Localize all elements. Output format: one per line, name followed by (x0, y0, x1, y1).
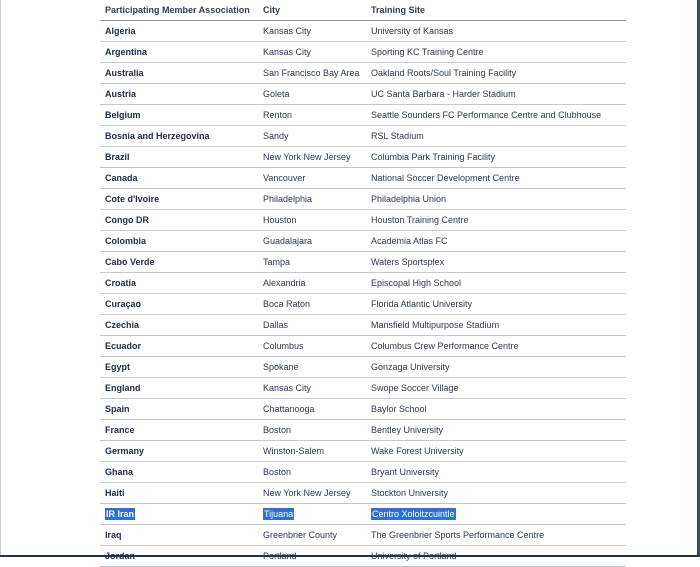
cell-city (258, 315, 366, 336)
cell-city (258, 168, 366, 189)
table-row (100, 147, 626, 168)
cell-association (100, 210, 258, 231)
cell-city-text: Tampa (263, 257, 291, 267)
table-row (100, 63, 626, 84)
cell-association-text: Colombia (105, 236, 147, 246)
cell-city (258, 441, 366, 462)
cell-training-site-text: Centro Xoloitzcuintle (372, 509, 455, 519)
cell-training-site-text: Columbia Park Training Facility (371, 152, 496, 162)
cell-association-text: Ecuador (105, 341, 142, 351)
cell-association-text: Spain (105, 404, 130, 414)
table-row (100, 357, 626, 378)
table-row (100, 189, 626, 210)
cell-training-site-text: Stockton University (371, 488, 449, 498)
cell-training-site (366, 441, 626, 462)
table-row (100, 231, 626, 252)
cell-city-text: Kansas City (263, 26, 312, 36)
cell-city-text: Spokane (263, 362, 299, 372)
cell-training-site (366, 126, 626, 147)
cell-city (258, 147, 366, 168)
cell-training-site (366, 21, 626, 42)
training-sites-table (100, 0, 626, 567)
cell-association-text: Iraq (105, 530, 122, 540)
table-row (100, 315, 626, 336)
cell-training-site (366, 399, 626, 420)
cell-city-text: Tijuana (264, 509, 294, 519)
cell-association-text: Brazil (105, 152, 130, 162)
cell-training-site-text: Florida Atlantic University (371, 299, 473, 309)
table-row (100, 378, 626, 399)
table-row (100, 483, 626, 504)
cell-city (258, 42, 366, 63)
cell-city-text: Sandy (263, 131, 289, 141)
cell-association-text: Czechia (105, 320, 140, 330)
cell-training-site (366, 168, 626, 189)
cell-city (258, 210, 366, 231)
table-row (100, 42, 626, 63)
cell-training-site-text: UC Santa Barbara - Harder Stadium (371, 89, 516, 99)
cell-city (258, 21, 366, 42)
cell-association-text: Ghana (105, 467, 134, 477)
cell-city-text: Goleta (263, 89, 290, 99)
cell-city (258, 189, 366, 210)
cell-training-site (366, 483, 626, 504)
cell-training-site (366, 105, 626, 126)
cell-association (100, 483, 258, 504)
cell-training-site (366, 42, 626, 63)
cell-association (100, 231, 258, 252)
cell-city-text: Alexandria (263, 278, 306, 288)
cell-city-text: Kansas City (263, 383, 312, 393)
left-frame-edge (0, 0, 1, 557)
cell-city (258, 504, 366, 525)
cell-training-site-text: Swope Soccer Village (371, 383, 459, 393)
cell-training-site-text: Bentley University (371, 425, 444, 435)
cell-association (100, 378, 258, 399)
cell-city-text: Houston (263, 215, 297, 225)
cell-association-text: France (105, 425, 135, 435)
cell-training-site (366, 189, 626, 210)
cell-training-site (366, 63, 626, 84)
cell-city (258, 231, 366, 252)
cell-training-site (366, 294, 626, 315)
cell-city (258, 336, 366, 357)
table-row (100, 84, 626, 105)
header-training-site: Training Site (366, 0, 626, 21)
cell-city (258, 378, 366, 399)
cell-association-text: Austria (105, 89, 137, 99)
cell-training-site-text: RSL Stadium (371, 131, 424, 141)
cell-training-site (366, 210, 626, 231)
table-row (100, 420, 626, 441)
cell-training-site (366, 273, 626, 294)
cell-association (100, 252, 258, 273)
cell-association-text: Congo DR (105, 215, 149, 225)
cell-training-site (366, 252, 626, 273)
cell-association-text: Bosnia and Herzegovina (105, 131, 210, 141)
cell-training-site-text: Bryant University (371, 467, 440, 477)
cell-association (100, 84, 258, 105)
cell-city-text: Boca Raton (263, 299, 311, 309)
cell-training-site (366, 378, 626, 399)
cell-association-text: Algeria (105, 26, 136, 36)
cell-association-text: Cote d'Ivoire (105, 194, 160, 204)
cell-association (100, 42, 258, 63)
cell-city-text: Vancouver (263, 173, 306, 183)
header-association: Participating Member Association (100, 0, 258, 21)
cell-training-site (366, 231, 626, 252)
cell-training-site (366, 504, 626, 525)
cell-city-text: Greenbrier County (263, 530, 338, 540)
cell-association (100, 105, 258, 126)
cell-training-site-text: Sporting KC Training Centre (371, 47, 484, 57)
cell-training-site-text: Philadelphia Union (371, 194, 447, 204)
cell-association (100, 441, 258, 462)
cell-city (258, 525, 366, 546)
cell-city-text: San Francisco Bay Area (263, 68, 360, 78)
cell-city-text: Dallas (263, 320, 289, 330)
cell-city-text: Columbus (263, 341, 304, 351)
cell-association-text: Cabo Verde (105, 257, 155, 267)
cell-city-text: Guadalajara (263, 236, 313, 246)
cell-association-text: Egypt (105, 362, 131, 372)
cell-training-site (366, 525, 626, 546)
cell-association (100, 504, 258, 525)
cell-training-site-text: The Greenbrier Sports Performance Centre (371, 530, 545, 540)
table-row (100, 168, 626, 189)
cell-training-site (366, 336, 626, 357)
cell-city-text: Boston (263, 425, 292, 435)
cell-training-site-text: Mansfield Multipurpose Stadium (371, 320, 500, 330)
cell-training-site-text: Columbus Crew Performance Centre (371, 341, 519, 351)
table-row (100, 273, 626, 294)
cell-city-text: Philadelphia (263, 194, 313, 204)
cell-training-site (366, 315, 626, 336)
table-row (100, 126, 626, 147)
cell-city (258, 126, 366, 147)
cell-city-text: Chattanooga (263, 404, 315, 414)
table-row (100, 462, 626, 483)
cell-training-site-text: Baylor School (371, 404, 427, 414)
cell-training-site-text: National Soccer Development Centre (371, 173, 520, 183)
cell-association (100, 462, 258, 483)
cell-training-site-text: Episcopal High School (371, 278, 462, 288)
cell-training-site-text: University of Kansas (371, 26, 454, 36)
cell-city (258, 84, 366, 105)
cell-city-text: Boston (263, 467, 292, 477)
cell-city (258, 273, 366, 294)
cell-city-text: New York New Jersey (263, 152, 351, 162)
cell-association-text: Australia (105, 68, 144, 78)
table-row (100, 336, 626, 357)
cell-training-site-text: Oakland Roots/Soul Training Facility (371, 68, 517, 78)
cell-association-text: Belgium (105, 110, 141, 120)
table-row (100, 21, 626, 42)
cell-city-text: Kansas City (263, 47, 312, 57)
cell-city (258, 420, 366, 441)
table-row (100, 252, 626, 273)
cell-association (100, 399, 258, 420)
cell-training-site-text: Academia Atlas FC (371, 236, 448, 246)
cell-training-site-text: Gonzaga University (371, 362, 450, 372)
cell-association (100, 168, 258, 189)
cell-association (100, 273, 258, 294)
table-row (100, 441, 626, 462)
cell-city (258, 252, 366, 273)
table-row (100, 294, 626, 315)
cell-city (258, 105, 366, 126)
table-row (100, 504, 626, 525)
cell-city (258, 483, 366, 504)
cell-city-text: Winston-Salem (263, 446, 325, 456)
cell-training-site (366, 420, 626, 441)
cell-training-site (366, 84, 626, 105)
header-city: City (258, 0, 366, 21)
cell-training-site (366, 462, 626, 483)
cell-association-text: Argentina (105, 47, 148, 57)
table-header-row (100, 0, 626, 21)
table-row (100, 210, 626, 231)
cell-training-site-text: Waters Sportsplex (371, 257, 445, 267)
cell-training-site (366, 147, 626, 168)
cell-association (100, 126, 258, 147)
table-row (100, 525, 626, 546)
cell-city-text: Renton (263, 110, 293, 120)
cell-association (100, 21, 258, 42)
cell-association-text: Germany (105, 446, 145, 456)
cell-city (258, 399, 366, 420)
cell-training-site (366, 357, 626, 378)
cell-association (100, 357, 258, 378)
cell-training-site-text: Houston Training Centre (371, 215, 469, 225)
cell-city (258, 294, 366, 315)
cell-association (100, 315, 258, 336)
table-row (100, 399, 626, 420)
cell-association-text: IR Iran (106, 509, 135, 519)
cell-association (100, 420, 258, 441)
cell-association-text: Curaçao (105, 299, 142, 309)
cell-association-text: England (105, 383, 141, 393)
cell-association-text: Croatia (105, 278, 137, 288)
cell-training-site-text: Seattle Sounders FC Performance Centre and Clubhouse (371, 110, 602, 120)
cell-city-text: New York New Jersey (263, 488, 351, 498)
cell-training-site-text: Wake Forest University (371, 446, 464, 456)
cell-association (100, 147, 258, 168)
table-row (100, 105, 626, 126)
cell-association (100, 189, 258, 210)
cell-association-text: Haiti (105, 488, 125, 498)
cell-association (100, 63, 258, 84)
cell-association (100, 294, 258, 315)
cell-city (258, 462, 366, 483)
cell-association (100, 336, 258, 357)
cell-city (258, 63, 366, 84)
cell-association (100, 525, 258, 546)
cell-city (258, 357, 366, 378)
cell-association-text: Canada (105, 173, 138, 183)
